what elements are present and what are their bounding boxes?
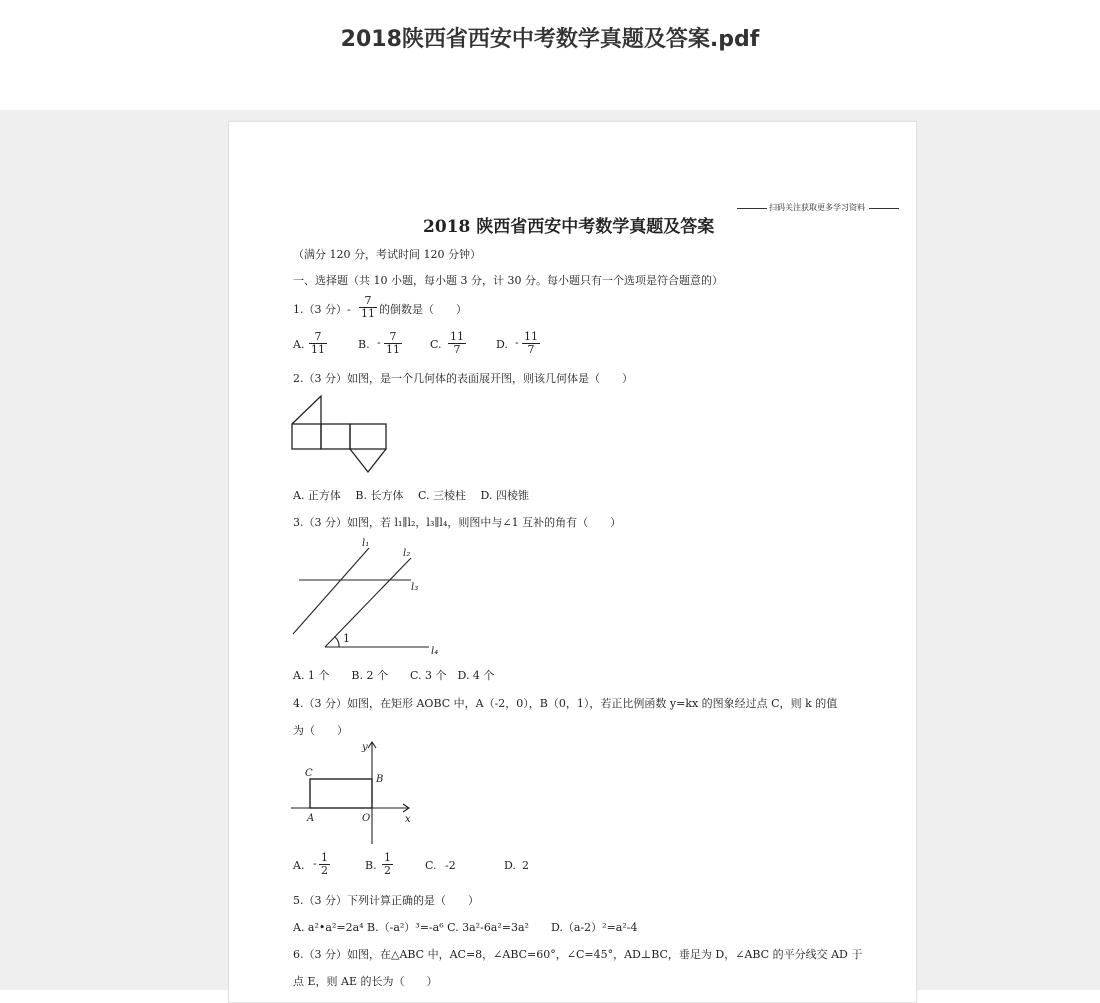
q4-opt-d-label: D. [504, 859, 516, 872]
q4-label-a: A [307, 813, 315, 824]
q4-opt-d-text: 2 [522, 859, 529, 872]
q3-angle-arc [335, 637, 339, 647]
watermark-text: 扫码关注获取更多学习资料 [769, 203, 865, 212]
section-heading: 一、选择题（共 10 小题，每小题 3 分，计 30 分。每小题只有一个选项是符合题意的） [293, 274, 723, 287]
q3-label-l1: l₁ [362, 538, 370, 549]
q3-lines-figure [289, 532, 439, 657]
pdf-page [228, 121, 917, 1003]
q5-options: A. a²•a²=2a⁴ B.（-a²）³=-a⁶ C. 3a²-6a²=3a² D.（a-2）²=a²-4 [293, 921, 638, 934]
q3-options: A. 1 个 B. 2 个 C. 3 个 D. 4 个 [293, 669, 495, 682]
q4-opt-a-num: 1 [321, 851, 328, 864]
q1-opt-a-label: A. [293, 338, 305, 351]
q3-stem: 3.（3 分）如图，若 l₁∥l₂，l₃∥l₄，则图中与∠1 互补的角有（ ） [293, 516, 622, 529]
q1-opt-a-frac [309, 331, 327, 356]
q3-label-l3: l₃ [411, 582, 419, 593]
q6-stem-line1: 6.（3 分）如图，在△ABC 中，AC=8，∠ABC=60°，∠C=45°，AD⊥BC，垂足为 D，∠ABC 的平分线交 AD 于 [293, 948, 863, 961]
q1-opt-b-den: 11 [386, 343, 400, 356]
q4-label-x: x [405, 814, 411, 825]
document-title: 2018陕西省西安中考数学真题及答案.pdf [340, 27, 760, 52]
q4-opt-a-den: 2 [321, 864, 328, 877]
q1-opt-b-sign: - [377, 336, 381, 349]
q4-opt-b-label: B. [365, 859, 377, 872]
q3-line-l2 [325, 558, 411, 647]
exam-info: （满分 120 分，考试时间 120 分钟） [293, 248, 481, 261]
q1-opt-d-den: 7 [527, 343, 535, 356]
q2-net-rect-3 [350, 424, 386, 449]
watermark-line-left [737, 208, 767, 209]
q1-opt-d-frac [522, 331, 540, 356]
q1-opt-b-frac [384, 331, 402, 356]
q4-opt-a-frac [319, 852, 330, 877]
q2-net-triangle-top [292, 396, 321, 424]
paper-title: 2018 陕西省西安中考数学真题及答案 [423, 217, 715, 237]
q2-net-figure [291, 394, 391, 474]
q1-frac-den: 11 [361, 307, 375, 320]
q2-stem: 2.（3 分）如图，是一个几何体的表面展开图，则该几何体是（ ） [293, 372, 633, 385]
q4-opt-b-den: 2 [384, 864, 391, 877]
q1-opt-c-label: C. [430, 338, 442, 351]
q1-opt-b-num: 7 [384, 331, 402, 344]
q1-opt-d-sign: - [515, 336, 519, 349]
q4-label-o: O [362, 813, 371, 824]
q2-net-rect-2 [321, 424, 350, 449]
q4-rectangle [310, 779, 372, 808]
q3-label-angle: 1 [343, 632, 350, 645]
q1-opt-d-label: D. [496, 338, 508, 351]
q1-opt-a-num: 7 [309, 331, 327, 344]
q4-label-b: B [376, 774, 384, 785]
q1-opt-c-num: 11 [450, 330, 464, 343]
q1-fraction [359, 295, 377, 320]
q1-opt-c-frac [448, 331, 466, 356]
q4-label-c: C [305, 768, 313, 779]
q1-opt-a-den: 11 [311, 343, 325, 356]
q4-stem-line2: 为（ ） [293, 724, 348, 737]
q4-opt-a-sign: - [313, 857, 317, 870]
q3-label-l4: l₄ [431, 646, 439, 657]
q1-prefix: 1.（3 分）- [293, 303, 351, 316]
q2-options: A. 正方体 B. 长方体 C. 三棱柱 D. 四棱锥 [293, 489, 529, 502]
q4-stem-line1: 4.（3 分）如图，在矩形 AOBC 中，A（-2，0），B（0，1），若正比例函数 y=kx 的图象经过点 C，则 k 的值 [293, 697, 838, 710]
q4-opt-b-frac [382, 852, 393, 877]
q1-opt-c-den: 7 [453, 343, 461, 356]
q1-frac-num: 7 [359, 295, 377, 308]
q2-net-rect-1 [292, 424, 321, 449]
header-bar [0, 0, 1100, 110]
q5-stem: 5.（3 分）下列计算正确的是（ ） [293, 894, 479, 907]
q4-opt-c-label: C. [425, 859, 437, 872]
watermark-line-right [869, 208, 899, 209]
q3-label-l2: l₂ [403, 548, 411, 559]
q1-opt-d-num: 11 [524, 330, 538, 343]
q4-coordinate-figure [289, 738, 424, 848]
q4-opt-c-text: -2 [445, 859, 456, 872]
q1-opt-b-label: B. [358, 338, 370, 351]
q6-stem-line2: 点 E，则 AE 的长为（ ） [293, 975, 438, 988]
q1-suffix: 的倒数是（ ） [379, 303, 467, 316]
q4-opt-a-label: A. [293, 859, 305, 872]
q3-line-l1 [293, 548, 369, 634]
q4-label-y: y [362, 742, 368, 753]
q2-net-triangle-bottom [350, 449, 386, 472]
q4-opt-b-num: 1 [384, 851, 391, 864]
